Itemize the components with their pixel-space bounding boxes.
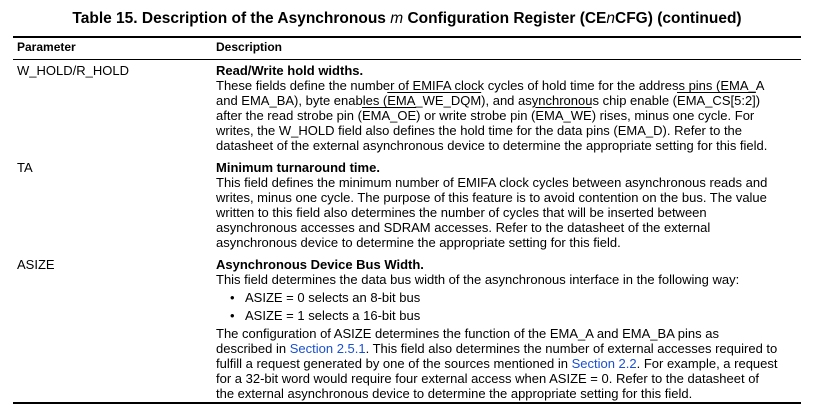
desc-line: writes, minus one cycle. The purpose of this feature is to avoid contention on the bus. The value — [216, 190, 767, 205]
bullet-item — [216, 290, 801, 305]
section-2-5-1-link[interactable]: Section 2.5.1 — [289, 341, 366, 356]
desc-line — [216, 108, 801, 123]
title-suffix: CFG) (continued) — [615, 10, 742, 27]
desc-ta — [216, 160, 801, 250]
desc-line: asynchronous accesses and SDRAM accesses. Refer to the datasheet of the external — [216, 220, 711, 235]
desc-line: writes, the W_HOLD field also defines the hold time for the data pins (EMA_D). Refer to the — [216, 123, 743, 138]
signal-name-overline: EMA_CS[5:2] — [677, 93, 756, 108]
desc-line: The configuration of ASIZE determines the function of the EMA_A and EMA_BA pins as — [216, 326, 719, 341]
desc-line: datasheet of the external asynchronous device to determine the appropriate setting for this field. — [216, 138, 768, 153]
column-header-parameter: Parameter — [17, 40, 76, 54]
desc-heading: Read/Write hold widths. — [216, 63, 364, 78]
table-title — [0, 9, 814, 29]
signal-name-overline: EMA_WE — [535, 108, 592, 123]
bullet-dot-icon: • — [230, 290, 235, 305]
title-prefix: Table 15. Description of the Asynchronous — [72, 10, 391, 27]
desc-line — [216, 356, 801, 371]
text-fragment: ) or write strobe pin ( — [416, 108, 536, 123]
table-bottom-rule — [13, 402, 801, 404]
desc-line — [216, 93, 801, 108]
desc-heading: Minimum turnaround time. — [216, 160, 380, 175]
desc-line: for a 32-bit word would require four external access when ASIZE = 0. Refer to the datasheet of — [216, 371, 760, 386]
param-w-hold-r-hold: W_HOLD/R_HOLD — [17, 63, 129, 78]
desc-line: This field defines the minimum number of EMIFA clock cycles between asynchronous reads and — [216, 175, 768, 190]
desc-w-hold-r-hold — [216, 63, 801, 153]
text-fragment: and EMA_BA), byte enables ( — [216, 93, 388, 108]
text-fragment: fulfill a request generated by one of the sources mentioned in — [216, 356, 572, 371]
title-italic-n: n — [606, 10, 616, 27]
text-fragment: ), and asynchronous chip enable ( — [481, 93, 678, 108]
text-fragment: . For example, a request — [636, 356, 778, 371]
desc-line: These fields define the number of EMIFA clock cycles of hold time for the address pins (EMA_A — [216, 78, 765, 93]
bullet-text: ASIZE = 0 selects an 8-bit bus — [245, 290, 421, 305]
title-mid: Configuration Register (CE — [403, 10, 607, 27]
desc-line: asynchronous device to determine the appropriate setting for this field. — [216, 235, 621, 250]
param-ta: TA — [17, 160, 33, 175]
signal-name-overline: EMA_OE — [361, 108, 417, 123]
table-top-rule — [13, 36, 801, 38]
desc-line: This field determines the data bus width of the asynchronous interface in the following way: — [216, 272, 740, 287]
text-fragment: described in — [216, 341, 290, 356]
signal-name-overline: EMA_WE_DQM — [387, 93, 482, 108]
param-asize: ASIZE — [17, 257, 55, 272]
text-fragment: . This field also determines the number of external accesses required to — [365, 341, 778, 356]
bullet-dot-icon: • — [230, 308, 235, 323]
text-fragment: ) rises, minus one cycle. For — [591, 108, 755, 123]
desc-line: written to this field also determines the number of cycles that will be inserted between — [216, 205, 707, 220]
bullet-item — [216, 308, 801, 323]
section-2-2-link[interactable]: Section 2.2 — [571, 356, 637, 371]
desc-line — [216, 341, 801, 356]
desc-line: the external asynchronous device to determine the appropriate setting for this field. — [216, 386, 693, 401]
desc-heading: Asynchronous Device Bus Width. — [216, 257, 424, 272]
text-fragment: after the read strobe pin ( — [216, 108, 362, 123]
text-fragment: ) — [755, 93, 761, 108]
table-header-rule — [13, 59, 801, 60]
bullet-text: ASIZE = 1 selects a 16-bit bus — [245, 308, 421, 323]
column-header-description: Description — [216, 40, 283, 54]
title-italic-m: m — [390, 10, 404, 27]
desc-asize — [216, 257, 801, 401]
